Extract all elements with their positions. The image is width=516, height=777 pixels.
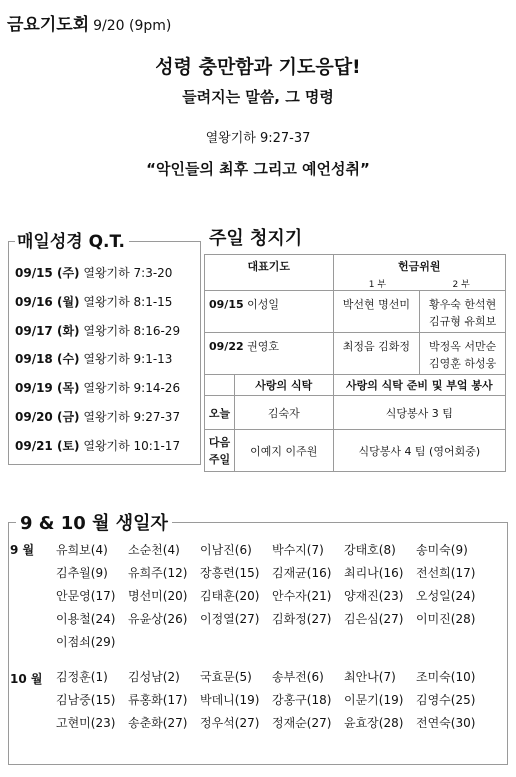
birthday-entry: 김은심(27) [344, 612, 404, 626]
qt-date: 09/16 (월) [15, 294, 80, 309]
first-service-label: 1 부 [368, 280, 387, 290]
birthday-entry: 장흥련(15) [200, 566, 260, 580]
qt-item [15, 437, 180, 454]
birthday-entry: 이점쇠(29) [56, 635, 116, 649]
birthday-heading: 9 & 10 월 생일자 [16, 509, 172, 535]
stewardship-table [204, 254, 506, 472]
next-sunday-label: 다음 주일 [205, 430, 235, 472]
second-service-ushers: 황우숙 한석현 김규형 유희보 [420, 291, 506, 333]
prayer-name: 이성일 [247, 298, 280, 311]
birthday-entry: 전선희(17) [416, 566, 476, 580]
first-service-ushers: 박선현 명선미 [333, 291, 420, 333]
next-prep: 식당봉사 4 팀 (영어회중) [333, 430, 505, 472]
birthday-entry: 이남진(6) [200, 543, 252, 557]
qt-date: 09/17 (화) [15, 323, 80, 338]
birthday-entry: 조미숙(10) [416, 670, 476, 684]
birthday-entry: 김추월(9) [56, 566, 108, 580]
bulletin-header [7, 10, 171, 35]
today-label: 오늘 [205, 396, 235, 430]
prayer-name: 권영호 [247, 340, 280, 353]
birthday-entry: 유윤상(26) [128, 612, 188, 626]
next-meal: 이예지 이주원 [234, 430, 333, 472]
qt-item [15, 379, 180, 396]
main-title: 성령 충만함과 기도응답! [155, 56, 361, 78]
qt-reference: 열왕기하 9:14-26 [79, 381, 181, 396]
qt-item [15, 350, 172, 367]
qt-date: 09/21 (토) [15, 438, 80, 453]
birthday-entry: 최안나(7) [344, 670, 396, 684]
stewardship-row [205, 291, 506, 333]
sub-title: 들려지는 말씀, 그 명령 [182, 88, 334, 106]
today-prep: 식당봉사 3 팀 [333, 396, 505, 430]
birthday-entry: 류홍화(17) [128, 693, 188, 707]
prayer-cell [205, 291, 334, 333]
birthday-entry: 박데니(19) [200, 693, 260, 707]
october-label: 10 월 [10, 672, 43, 686]
scripture-reference: 열왕기하 9:27-37 [205, 131, 311, 146]
birthday-entry: 고현미(23) [56, 716, 116, 730]
qt-date: 09/20 (금) [15, 410, 80, 424]
birthday-entry: 양재진(23) [344, 589, 404, 603]
birthday-entry: 이용철(24) [56, 612, 116, 626]
birthday-entry: 정우석(27) [200, 716, 260, 730]
qt-item [15, 408, 180, 425]
service-title: 금요기도회 [7, 15, 90, 35]
first-service-ushers: 최정음 김화정 [333, 333, 420, 375]
prayer-cell [205, 333, 334, 375]
qt-date: 09/15 (주) [15, 266, 80, 280]
qt-reference: 열왕기하 7:3-20 [79, 266, 173, 280]
birthday-entry: 윤효장(28) [344, 716, 404, 730]
birthday-entry: 강홍구(18) [272, 693, 332, 707]
stewardship-row [205, 333, 506, 375]
birthday-entry: 이정열(27) [200, 612, 260, 626]
meal-prep-header: 사랑의 식탁 준비 및 부엌 봉사 [333, 375, 505, 396]
birthday-entry: 김태훈(20) [200, 589, 260, 603]
qt-reference: 열왕기하 9:27-37 [79, 410, 181, 424]
birthday-entry: 최리나(16) [344, 566, 404, 580]
birthday-entry: 유희주(12) [128, 566, 188, 580]
birthday-entry: 박수지(7) [272, 543, 324, 557]
qt-reference: 열왕기하 9:1-13 [79, 352, 173, 367]
birthday-entry: 오성일(24) [416, 589, 476, 603]
offering-header-cell [333, 255, 505, 291]
september-label: 9 월 [10, 543, 35, 557]
birthday-entry: 국효문(5) [200, 670, 252, 684]
qt-reference: 열왕기하 8:1-15 [79, 294, 173, 309]
birthday-entry: 강태호(8) [344, 543, 396, 557]
row-date: 09/22 [209, 340, 244, 353]
birthday-entry: 송춘화(27) [128, 716, 188, 730]
offering-header: 헌금위원 [398, 260, 441, 273]
today-meal: 김숙자 [234, 396, 333, 430]
birthday-entry: 소순천(4) [128, 543, 180, 557]
sermon-title: “악인들의 최후 그리고 예언성취” [146, 160, 370, 178]
birthday-entry: 김영수(25) [416, 693, 476, 707]
birthday-entry: 송미숙(9) [416, 543, 468, 557]
qt-item [15, 264, 172, 281]
second-service-label: 2 부 [452, 280, 470, 290]
blank-cell [205, 375, 235, 396]
qt-item [15, 293, 172, 310]
birthday-entry: 이문기(19) [344, 693, 404, 707]
prayer-header: 대표기도 [205, 255, 334, 291]
birthday-entry: 김남중(15) [56, 693, 116, 707]
qt-item [15, 322, 180, 339]
birthday-entry: 송부전(6) [272, 670, 324, 684]
birthday-entry: 안수자(21) [272, 589, 332, 603]
qt-heading: 매일성경 Q.T. [15, 227, 129, 252]
qt-date: 09/19 (목) [15, 381, 80, 396]
birthday-entry: 명선미(20) [128, 589, 188, 603]
stewardship-heading: 주일 청지기 [205, 224, 306, 250]
birthday-entry: 이미진(28) [416, 612, 476, 626]
birthday-entry: 김화정(27) [272, 612, 332, 626]
qt-reference: 열왕기하 8:16-29 [79, 323, 181, 338]
qt-reference: 열왕기하 10:1-17 [79, 438, 181, 453]
birthday-entry: 안문영(17) [56, 589, 116, 603]
second-service-ushers: 박정옥 서만순 김영훈 하성웅 [420, 333, 506, 375]
meal-header: 사랑의 식탁 [234, 375, 333, 396]
service-date: 9/20 (9pm) [93, 18, 172, 34]
birthday-entry: 김정훈(1) [56, 670, 108, 684]
birthday-entry: 전연숙(30) [416, 716, 476, 730]
birthday-entry: 김재균(16) [272, 566, 332, 580]
qt-date: 09/18 (수) [15, 352, 80, 367]
row-date: 09/15 [209, 298, 244, 311]
birthday-entry: 김성남(2) [128, 670, 180, 684]
birthday-entry: 정재순(27) [272, 716, 332, 730]
birthday-entry: 유희보(4) [56, 543, 108, 557]
